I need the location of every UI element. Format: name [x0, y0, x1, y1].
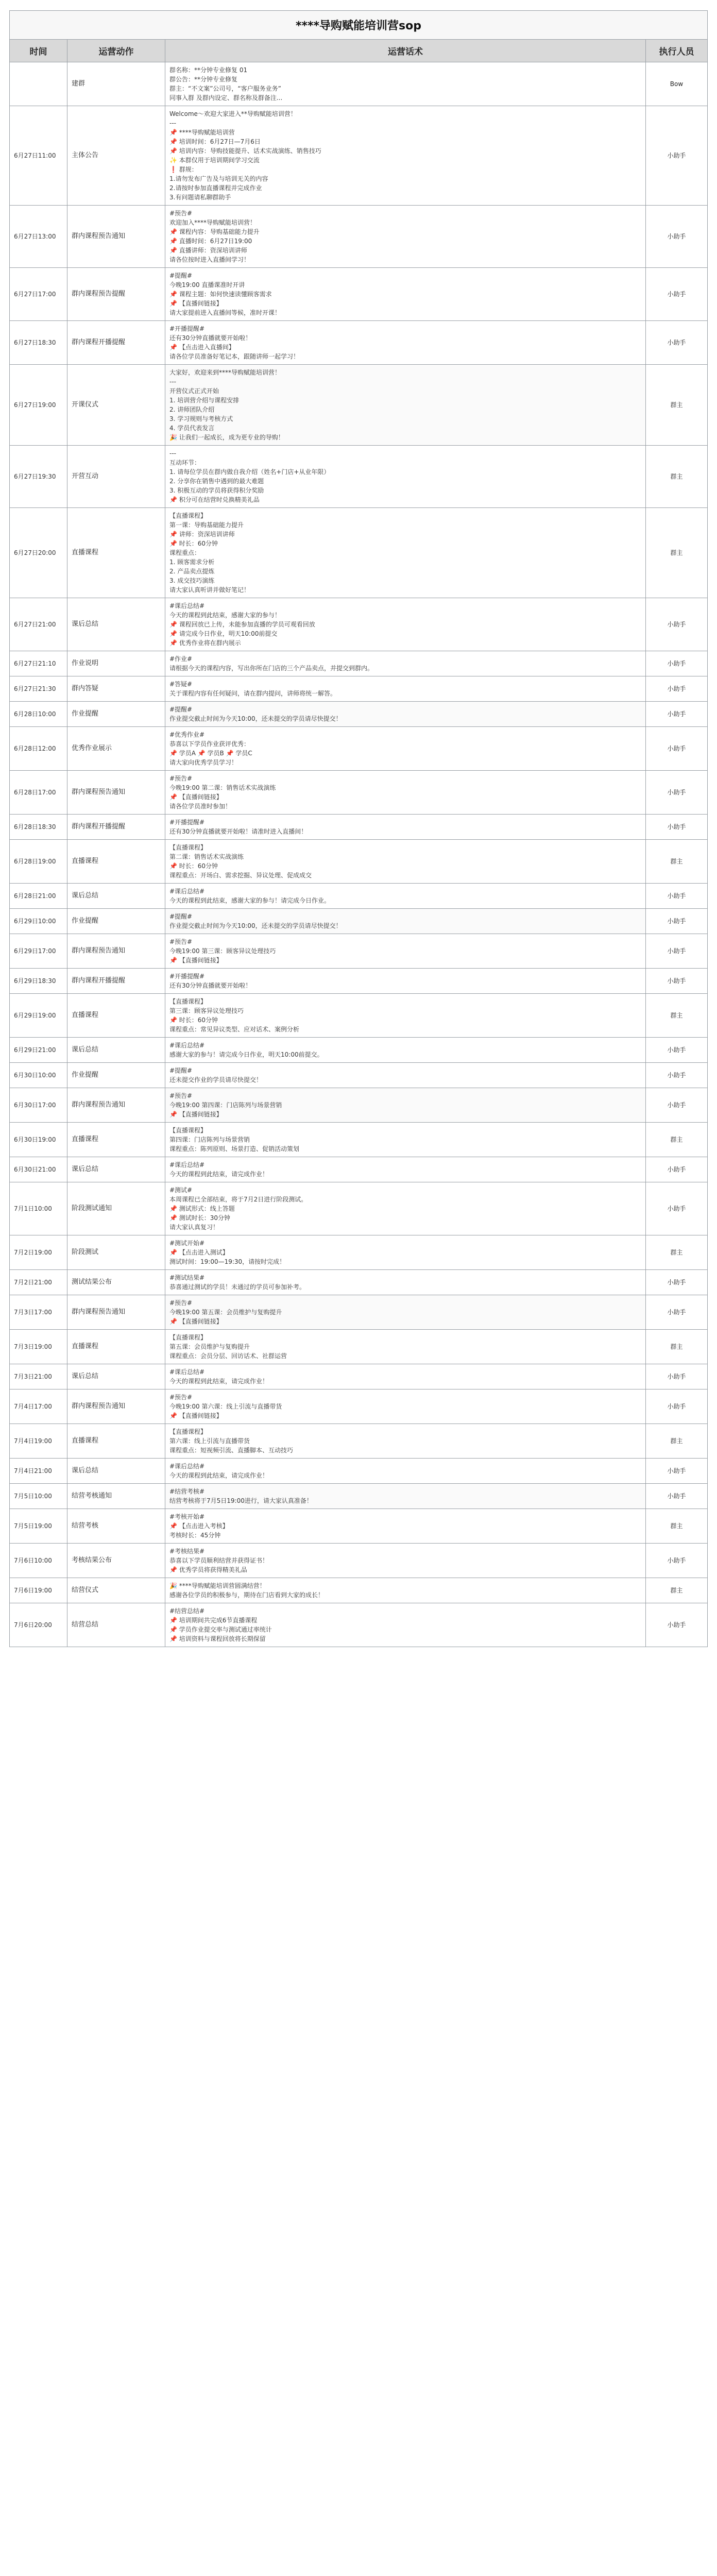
row-content: 【直播课程】 第三课：顾客异议处理技巧 📌 时长：60分钟 课程重点：常见异议类型、应对话术、案例分析 — [165, 994, 646, 1038]
table-row — [10, 994, 708, 1038]
row-time: 6月28日19:00 — [10, 840, 67, 884]
row-content: 【直播课程】 第二课：销售话术实战演练 📌 时长：60分钟 课程重点：开场白、需求挖掘、异议处理、促成成交 — [165, 840, 646, 884]
row-step: 建群 — [67, 62, 165, 106]
row-person: 群主 — [646, 994, 708, 1038]
row-time: 6月30日10:00 — [10, 1063, 67, 1088]
row-step: 结营考核通知 — [67, 1484, 165, 1509]
row-person: 小助手 — [646, 1157, 708, 1182]
row-person: 小助手 — [646, 1484, 708, 1509]
row-content: 🎉 ****导购赋能培训营圆满结营！ 感谢各位学员的积极参与，期待在门店看到大家的成长！ — [165, 1578, 646, 1603]
row-time: 6月27日21:10 — [10, 651, 67, 676]
row-step: 群内课程开播提醒 — [67, 815, 165, 840]
table-body — [10, 62, 708, 1647]
row-time: 7月2日21:00 — [10, 1270, 67, 1295]
row-person: 小助手 — [646, 727, 708, 771]
row-content: #开播提醒# 还有30分钟直播就要开始啦！ 📌 【点击进入直播间】 请各位学员准备好笔记本，跟随讲师一起学习！ — [165, 321, 646, 365]
table-header — [10, 40, 708, 62]
row-step: 结营总结 — [67, 1603, 165, 1647]
row-time: 7月5日10:00 — [10, 1484, 67, 1509]
row-content: 群名称：**分钟专业修复 01 群公告：**分钟专业修复 群主：“不文案”公司号，“客户服务业务” 同事入群 及群内设定、群名称及群备注... — [165, 62, 646, 106]
row-step: 直播课程 — [67, 840, 165, 884]
table-row — [10, 1484, 708, 1509]
row-step: 优秀作业展示 — [67, 727, 165, 771]
table-row — [10, 1364, 708, 1389]
row-person: 小助手 — [646, 1270, 708, 1295]
row-time: 7月3日17:00 — [10, 1295, 67, 1330]
sop-table — [9, 39, 708, 1647]
row-content: --- 互动环节： 1. 请每位学员在群内做自我介绍（姓名+门店+从业年限） 2. 分享你在销售中遇到的最大难题 3. 积极互动的学员将获得积分奖励 📌 积分可在结营时兑换精美礼品 — [165, 446, 646, 508]
row-person: 小助手 — [646, 702, 708, 727]
row-person: 小助手 — [646, 1459, 708, 1484]
table-row — [10, 1459, 708, 1484]
row-time: 6月29日18:30 — [10, 969, 67, 994]
row-time: 6月29日10:00 — [10, 909, 67, 934]
row-content: #预告# 今晚19:00 第六课：线上引流与直播带货 📌 【直播间链接】 — [165, 1389, 646, 1424]
row-person: 群主 — [646, 365, 708, 446]
row-content: 【直播课程】 第五课：会员维护与复购提升 课程重点：会员分层、回访话术、社群运营 — [165, 1330, 646, 1364]
row-time — [10, 62, 67, 106]
row-content: 【直播课程】 第六课：线上引流与直播带货 课程重点：短视频引流、直播脚本、互动技巧 — [165, 1424, 646, 1459]
row-time: 6月28日21:00 — [10, 884, 67, 909]
table-row — [10, 1603, 708, 1647]
table-row — [10, 508, 708, 598]
row-step: 测试结果公布 — [67, 1270, 165, 1295]
row-person: 小助手 — [646, 1088, 708, 1123]
row-time: 6月27日19:30 — [10, 446, 67, 508]
row-person: 群主 — [646, 1424, 708, 1459]
row-step: 直播课程 — [67, 1330, 165, 1364]
row-content: 【直播课程】 第四课：门店陈列与场景营销 课程重点：陈列原则、场景打造、促销活动策划 — [165, 1123, 646, 1157]
row-step: 群内课程开播提醒 — [67, 969, 165, 994]
row-content: 【直播课程】 第一课：导购基础能力提升 📌 讲师：资深培训讲师 📌 时长：60分钟 课程重点： 1. 顾客需求分析 2. 产品卖点提炼 3. 成交技巧演练 请大家认真听讲并做好笔记！ — [165, 508, 646, 598]
row-person: 小助手 — [646, 969, 708, 994]
table-row — [10, 934, 708, 969]
table-row — [10, 1123, 708, 1157]
row-content: #提醒# 还未提交作业的学员请尽快提交！ — [165, 1063, 646, 1088]
table-row — [10, 1182, 708, 1235]
row-content: #预告# 今晚19:00 第三课：顾客异议处理技巧 📌 【直播间链接】 — [165, 934, 646, 969]
row-person: 小助手 — [646, 598, 708, 651]
row-person: 小助手 — [646, 321, 708, 365]
table-row — [10, 1157, 708, 1182]
row-time: 7月6日20:00 — [10, 1603, 67, 1647]
row-content: #课后总结# 感谢大家的参与！请完成今日作业，明天10:00前提交。 — [165, 1038, 646, 1063]
row-content: #课后总结# 今天的课程到此结束，请完成作业！ — [165, 1364, 646, 1389]
table-row — [10, 1088, 708, 1123]
row-time: 6月27日18:30 — [10, 321, 67, 365]
table-row — [10, 1509, 708, 1544]
row-step: 群内课程预告通知 — [67, 1295, 165, 1330]
table-row — [10, 1578, 708, 1603]
row-content: #课后总结# 今天的课程到此结束，感谢大家的参与！请完成今日作业。 — [165, 884, 646, 909]
row-person: 群主 — [646, 508, 708, 598]
row-person: 群主 — [646, 1235, 708, 1270]
table-row — [10, 1038, 708, 1063]
row-time: 7月3日21:00 — [10, 1364, 67, 1389]
table-row — [10, 1389, 708, 1424]
row-step: 作业说明 — [67, 651, 165, 676]
row-time: 6月27日11:00 — [10, 106, 67, 206]
row-person: 小助手 — [646, 1603, 708, 1647]
table-row — [10, 1295, 708, 1330]
row-content: #预告# 今晚19:00 第四课：门店陈列与场景营销 📌 【直播间链接】 — [165, 1088, 646, 1123]
row-time: 6月28日10:00 — [10, 702, 67, 727]
row-person: 小助手 — [646, 884, 708, 909]
row-time: 6月27日17:00 — [10, 268, 67, 321]
row-person: 群主 — [646, 840, 708, 884]
row-step: 直播课程 — [67, 994, 165, 1038]
row-time: 6月28日18:30 — [10, 815, 67, 840]
row-time: 7月4日17:00 — [10, 1389, 67, 1424]
table-row — [10, 446, 708, 508]
row-content: #预告# 今晚19:00 第二课：销售话术实战演练 📌 【直播间链接】 请各位学员准时参加！ — [165, 771, 646, 815]
row-content: #答疑# 关于课程内容有任何疑问，请在群内提问，讲师将统一解答。 — [165, 676, 646, 702]
row-content: Welcome～欢迎大家进入**导购赋能培训营！ --- 📌 ****导购赋能培训营 📌 培训时间：6月27日—7月6日 📌 培训内容：导购技能提升、话术实战演练、销售技巧 ✨ 本群仅用于培训期间学习交流 ❗ 群规： 1.请勿发布广告及与培训无关的内容 2.请按时参加直播课程并完成作业 3.有问题请私聊群助手 — [165, 106, 646, 206]
row-content: #测试结果# 恭喜通过测试的学员！未通过的学员可参加补考。 — [165, 1270, 646, 1295]
table-row — [10, 1424, 708, 1459]
table-row — [10, 321, 708, 365]
row-person: 小助手 — [646, 1364, 708, 1389]
table-row — [10, 1235, 708, 1270]
row-content: #考核开始# 📌 【点击进入考核】 考核时长：45分钟 — [165, 1509, 646, 1544]
row-content: #提醒# 作业提交截止时间为今天10:00，还未提交的学员请尽快提交！ — [165, 702, 646, 727]
table-row — [10, 365, 708, 446]
row-content: 大家好，欢迎来到****导购赋能培训营！ --- 开营仪式正式开始 1. 培训营介绍与课程安排 2. 讲师团队介绍 3. 学习规则与考核方式 4. 学员代表发言 🎉 让我们一起成长，成为更专业的导购！ — [165, 365, 646, 446]
row-time: 6月29日21:00 — [10, 1038, 67, 1063]
row-content: #预告# 欢迎加入****导购赋能培训营！ 📌 课程内容：导购基础能力提升 📌 直播时间：6月27日19:00 📌 直播讲师：资深培训讲师 请各位按时进入直播间学习！ — [165, 206, 646, 268]
row-step: 直播课程 — [67, 1123, 165, 1157]
table-row — [10, 1063, 708, 1088]
row-time: 6月27日20:00 — [10, 508, 67, 598]
row-time: 6月30日19:00 — [10, 1123, 67, 1157]
row-step: 主体公告 — [67, 106, 165, 206]
row-person: 小助手 — [646, 909, 708, 934]
row-content: #测试# 本周课程已全部结束，将于7月2日进行阶段测试。 📌 测试形式：线上答题 📌 测试时长：30分钟 请大家认真复习！ — [165, 1182, 646, 1235]
row-time: 7月2日19:00 — [10, 1235, 67, 1270]
row-content: #考核结果# 恭喜以下学员顺利结营并获得证书！ 📌 优秀学员将获得精美礼品 — [165, 1544, 646, 1578]
row-person: Bow — [646, 62, 708, 106]
row-content: #结营总结# 📌 培训期间共完成6节直播课程 📌 学员作业提交率与测试通过率统计 📌 培训资料与课程回放将长期保留 — [165, 1603, 646, 1647]
table-row — [10, 909, 708, 934]
row-content: #开播提醒# 还有30分钟直播就要开始啦！ — [165, 969, 646, 994]
row-time: 7月4日19:00 — [10, 1424, 67, 1459]
row-content: #测试开始# 📌 【点击进入测试】 测试时间：19:00—19:30，请按时完成！ — [165, 1235, 646, 1270]
row-content: #提醒# 今晚19:00 直播课准时开讲 📌 课程主题：如何快速读懂顾客需求 📌 【直播间链接】 请大家提前进入直播间等候，准时开课！ — [165, 268, 646, 321]
table-row — [10, 702, 708, 727]
row-step: 课后总结 — [67, 884, 165, 909]
table-row — [10, 969, 708, 994]
row-person: 小助手 — [646, 651, 708, 676]
row-content: #开播提醒# 还有30分钟直播就要开始啦！请准时进入直播间！ — [165, 815, 646, 840]
row-step: 阶段测试 — [67, 1235, 165, 1270]
table-row — [10, 598, 708, 651]
table-row — [10, 771, 708, 815]
row-person: 小助手 — [646, 268, 708, 321]
row-step: 开课仪式 — [67, 365, 165, 446]
row-step: 作业提醒 — [67, 1063, 165, 1088]
row-step: 群内答疑 — [67, 676, 165, 702]
row-person: 群主 — [646, 1123, 708, 1157]
row-content: #预告# 今晚19:00 第五课：会员维护与复购提升 📌 【直播间链接】 — [165, 1295, 646, 1330]
row-time: 6月30日17:00 — [10, 1088, 67, 1123]
row-content: #课后总结# 今天的课程到此结束，感谢大家的参与！ 📌 课程回放已上传，未能参加直播的学员可观看回放 📌 请完成今日作业，明天10:00前提交 📌 优秀作业将在群内展示 — [165, 598, 646, 651]
row-content: #作业# 请根据今天的课程内容，写出你所在门店的三个产品卖点，并提交到群内。 — [165, 651, 646, 676]
row-step: 群内课程预告通知 — [67, 206, 165, 268]
row-time: 6月27日19:00 — [10, 365, 67, 446]
row-person: 小助手 — [646, 815, 708, 840]
row-step: 群内课程开播提醒 — [67, 321, 165, 365]
row-content: #结营考核# 结营考核将于7月5日19:00进行，请大家认真准备！ — [165, 1484, 646, 1509]
row-time: 6月28日17:00 — [10, 771, 67, 815]
row-person: 小助手 — [646, 1182, 708, 1235]
row-content: #提醒# 作业提交截止时间为今天10:00，还未提交的学员请尽快提交！ — [165, 909, 646, 934]
row-step: 群内课程预告通知 — [67, 771, 165, 815]
table-row — [10, 676, 708, 702]
row-content: #优秀作业# 恭喜以下学员作业获评优秀： 📌 学员A 📌 学员B 📌 学员C 请大家向优秀学员学习！ — [165, 727, 646, 771]
row-person: 小助手 — [646, 1038, 708, 1063]
header-content: 运营话术 — [165, 40, 646, 62]
table-row — [10, 1330, 708, 1364]
row-person: 小助手 — [646, 676, 708, 702]
table-row — [10, 206, 708, 268]
table-row — [10, 651, 708, 676]
row-time: 6月29日17:00 — [10, 934, 67, 969]
row-person: 小助手 — [646, 1389, 708, 1424]
row-time: 6月30日21:00 — [10, 1157, 67, 1182]
table-row — [10, 106, 708, 206]
row-step: 结营仪式 — [67, 1578, 165, 1603]
row-content: #课后总结# 今天的课程到此结束，请完成作业！ — [165, 1157, 646, 1182]
table-row — [10, 840, 708, 884]
row-step: 群内课程预告通知 — [67, 1088, 165, 1123]
table-row — [10, 268, 708, 321]
row-person: 小助手 — [646, 206, 708, 268]
row-person: 群主 — [646, 1330, 708, 1364]
row-step: 结营考核 — [67, 1509, 165, 1544]
row-step: 开营互动 — [67, 446, 165, 508]
row-step: 作业提醒 — [67, 909, 165, 934]
row-content: #课后总结# 今天的课程到此结束，请完成作业！ — [165, 1459, 646, 1484]
row-time: 6月27日21:30 — [10, 676, 67, 702]
row-time: 7月4日21:00 — [10, 1459, 67, 1484]
row-time: 7月3日19:00 — [10, 1330, 67, 1364]
table-row — [10, 1270, 708, 1295]
row-person: 小助手 — [646, 1544, 708, 1578]
row-time: 7月5日19:00 — [10, 1509, 67, 1544]
row-person: 小助手 — [646, 1295, 708, 1330]
row-time: 6月27日13:00 — [10, 206, 67, 268]
row-person: 小助手 — [646, 1063, 708, 1088]
table-row — [10, 727, 708, 771]
table-row — [10, 1544, 708, 1578]
row-step: 作业提醒 — [67, 702, 165, 727]
row-step: 群内课程预告提醒 — [67, 268, 165, 321]
table-row — [10, 884, 708, 909]
row-step: 课后总结 — [67, 1157, 165, 1182]
row-step: 阶段测试通知 — [67, 1182, 165, 1235]
header-person: 执行人员 — [646, 40, 708, 62]
header-time: 时间 — [10, 40, 67, 62]
row-step: 直播课程 — [67, 1424, 165, 1459]
row-step: 群内课程预告通知 — [67, 934, 165, 969]
row-time: 6月28日12:00 — [10, 727, 67, 771]
table-row — [10, 815, 708, 840]
row-step: 课后总结 — [67, 598, 165, 651]
header-step: 运营动作 — [67, 40, 165, 62]
document-title: ****导购赋能培训营sop — [9, 10, 708, 39]
row-person: 小助手 — [646, 934, 708, 969]
row-step: 直播课程 — [67, 508, 165, 598]
row-time: 7月6日19:00 — [10, 1578, 67, 1603]
row-person: 群主 — [646, 1578, 708, 1603]
row-time: 6月27日21:00 — [10, 598, 67, 651]
row-person: 小助手 — [646, 771, 708, 815]
row-person: 群主 — [646, 1509, 708, 1544]
row-step: 课后总结 — [67, 1364, 165, 1389]
row-person: 群主 — [646, 446, 708, 508]
row-time: 6月29日19:00 — [10, 994, 67, 1038]
table-row — [10, 62, 708, 106]
row-step: 课后总结 — [67, 1038, 165, 1063]
row-step: 考核结果公布 — [67, 1544, 165, 1578]
row-time: 7月6日10:00 — [10, 1544, 67, 1578]
row-person: 小助手 — [646, 106, 708, 206]
row-time: 7月1日10:00 — [10, 1182, 67, 1235]
row-step: 课后总结 — [67, 1459, 165, 1484]
row-step: 群内课程预告通知 — [67, 1389, 165, 1424]
